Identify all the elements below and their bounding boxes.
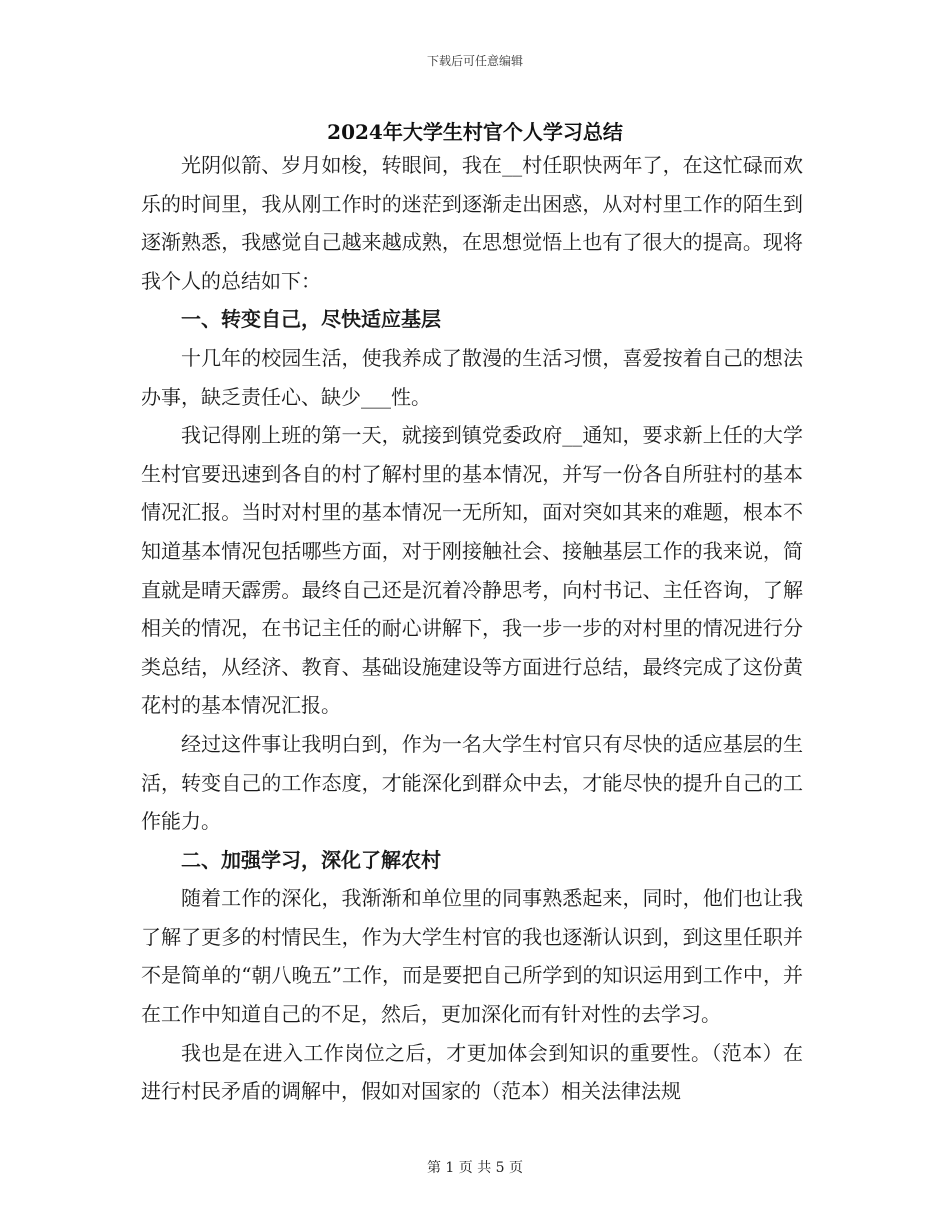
- section-heading: 一、转变自己，尽快适应基层: [181, 307, 441, 332]
- paragraph: 光阴似箭、岁月如梭，转眼间，我在__村任职快两年了，在这忙碌而欢乐的时间里，我从刚工作时的迷茫到逐渐走出困惑，从对村里工作的陌生到逐渐熟悉，我感觉自己越来越成熟，在思想觉悟上也有了很大的提高。现将我个人的总结如下：: [141, 153, 803, 293]
- paragraph: 经过这件事让我明白到，作为一名大学生村官只有尽快的适应基层的生活，转变自己的工作态度，才能深化到群众中去，才能尽快的提升自己的工作能力。: [141, 731, 803, 834]
- page-header: 下载后可任意编辑: [426, 54, 523, 68]
- paragraph: 我也是在进入工作岗位之后，才更加体会到知识的重要性。（范本）在进行村民矛盾的调解中，假如对国家的（范本）相关法律法规: [141, 1040, 803, 1104]
- paragraph: 随着工作的深化，我渐渐和单位里的同事熟悉起来，同时，他们也让我了解了更多的村情民生，作为大学生村官的我也逐渐认识到，到这里任职并不是简单的“朝八晚五”工作，而是要把自己所学到的知识运用到工作中，并在工作中知道自己的不足，然后，更加深化而有针对性的去学习。: [141, 886, 803, 1027]
- document-title: 2024年大学生村官个人学习总结: [327, 120, 623, 144]
- paragraph: 我记得刚上班的第一天，就接到镇党委政府__通知，要求新上任的大学生村官要迅速到各自的村了解村里的基本情况，并写一份各自所驻村的基本情况汇报。当时对村里的基本情况一无所知，面对突如其来的难题，根本不知道基本情况包括哪些方面，对于刚接触社会、接触基层工作的我来说，简直就是晴天霹雳。最终自己还是沉着冷静思考，向村书记、主任咨询，了解相关的情况，在书记主任的耐心讲解下，我一步一步的对村里的情况进行分类总结，从经济、教育、基础设施建设等方面进行总结，最终完成了这份黄花村的基本情况汇报。: [141, 423, 803, 718]
- paragraph: 十几年的校园生活，使我养成了散漫的生活习惯，喜爱按着自己的想法办事，缺乏责任心、缺少___性。: [141, 345, 803, 409]
- document-body: [141, 146, 803, 1111]
- section-heading: 二、加强学习，深化了解农村: [181, 847, 441, 872]
- page-number: 第 1 页 共 5 页: [426, 1160, 524, 1176]
